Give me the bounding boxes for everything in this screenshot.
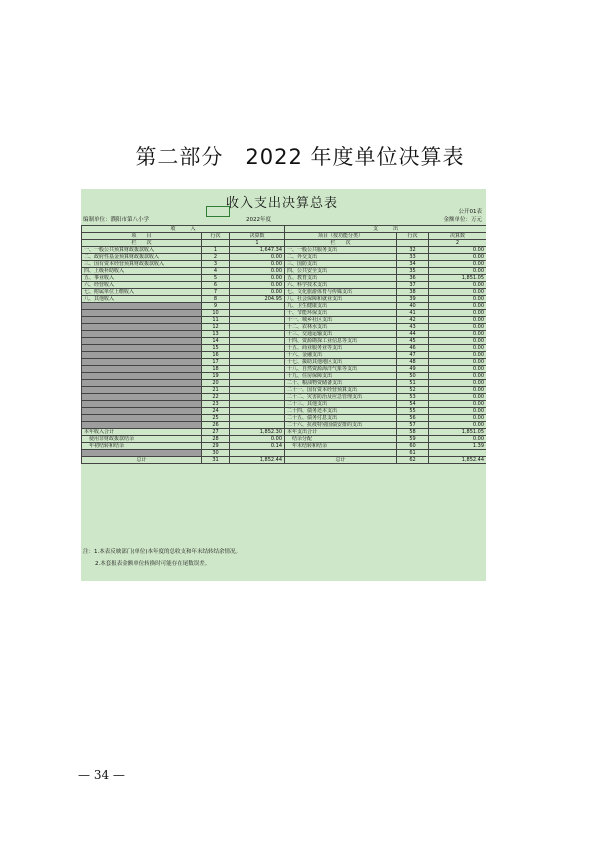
table-row xyxy=(82,394,487,401)
header-row-section xyxy=(82,226,487,233)
expense-item: 二十六、抗疫特别国债安排的支出 xyxy=(285,422,397,429)
income-amount: 0.00 xyxy=(230,268,285,275)
expense-row-no: 46 xyxy=(397,345,429,352)
income-item xyxy=(82,345,202,352)
income-row-no: 7 xyxy=(202,289,230,296)
expense-row-no: 43 xyxy=(397,324,429,331)
expense-item xyxy=(285,450,397,457)
income-row-no: 1 xyxy=(202,247,230,254)
table-row xyxy=(82,345,487,352)
col-amount: 决算数 xyxy=(230,233,285,240)
table-row xyxy=(82,422,487,429)
table-row xyxy=(82,366,487,373)
income-amount xyxy=(230,422,285,429)
expense-item: 二十一、国有资本经营预算支出 xyxy=(285,387,397,394)
income-item xyxy=(82,310,202,317)
income-amount xyxy=(230,401,285,408)
income-row-no: 19 xyxy=(202,373,230,380)
expense-amount: 0.00 xyxy=(429,331,486,338)
expense-amount: 0.00 xyxy=(429,310,486,317)
income-item xyxy=(82,352,202,359)
income-item xyxy=(82,338,202,345)
income-amount xyxy=(230,366,285,373)
income-amount xyxy=(230,408,285,415)
expense-row-no: 49 xyxy=(397,366,429,373)
expense-amount: 0.00 xyxy=(429,289,486,296)
income-row-no: 6 xyxy=(202,282,230,289)
table-row xyxy=(82,429,487,436)
income-item xyxy=(82,324,202,331)
expense-row-no: 34 xyxy=(397,261,429,268)
income-header: 收 入 xyxy=(82,226,285,233)
income-row-no: 10 xyxy=(202,310,230,317)
table-row xyxy=(82,415,487,422)
income-item xyxy=(82,380,202,387)
note-2: 2.本套报表金额单位转换时可能存在尾数误差。 xyxy=(95,561,211,567)
income-item: 五、事业收入 xyxy=(82,275,202,282)
income-amount xyxy=(230,324,285,331)
income-row-no: 2 xyxy=(202,254,230,261)
income-item: 使用非财政拨款结余 xyxy=(82,436,202,443)
expense-item: 十七、援助其他地区支出 xyxy=(285,359,397,366)
income-amount xyxy=(230,352,285,359)
income-row-no: 5 xyxy=(202,275,230,282)
income-amount: 0.00 xyxy=(230,261,285,268)
expense-row-no: 57 xyxy=(397,422,429,429)
income-row-no: 15 xyxy=(202,345,230,352)
income-item: 七、附属单位上缴收入 xyxy=(82,289,202,296)
unit-name: 编制单位：濮阳市第八小学 xyxy=(83,217,150,223)
income-amount: 0.00 xyxy=(230,282,285,289)
income-amount: 1,852.30 xyxy=(230,429,285,436)
expense-amount: 0.00 xyxy=(429,380,486,387)
expense-amount: 0.00 xyxy=(429,254,486,261)
expense-amount: 1,851.05 xyxy=(429,429,486,436)
expense-row-no: 62 xyxy=(397,457,429,464)
expense-amount: 0.00 xyxy=(429,324,486,331)
income-row-no: 18 xyxy=(202,366,230,373)
expense-row-no: 35 xyxy=(397,268,429,275)
expense-amount: 0.00 xyxy=(429,366,486,373)
col-row: 行次 xyxy=(202,233,230,240)
expense-row-no: 61 xyxy=(397,450,429,457)
table-row xyxy=(82,324,487,331)
fiscal-year: 2022年度 xyxy=(246,217,271,223)
expense-amount: 0.00 xyxy=(429,338,486,345)
table-row xyxy=(82,275,487,282)
expense-row-no: 37 xyxy=(397,282,429,289)
expense-amount: 0.00 xyxy=(429,268,486,275)
header-row-columns xyxy=(82,233,487,240)
expense-item: 十三、交通运输支出 xyxy=(285,331,397,338)
income-row-no: 21 xyxy=(202,387,230,394)
money-unit: 金额单位：万元 xyxy=(443,217,482,223)
expense-amount: 0.00 xyxy=(429,401,486,408)
expense-item: 七、文化旅游体育与传媒支出 xyxy=(285,289,397,296)
table-row xyxy=(82,443,487,450)
income-row-no: 25 xyxy=(202,415,230,422)
expense-amount: 0.00 xyxy=(429,436,486,443)
income-row-no: 30 xyxy=(202,450,230,457)
income-item: 六、经营收入 xyxy=(82,282,202,289)
expense-row-no: 48 xyxy=(397,359,429,366)
expense-item: 结余分配 xyxy=(285,436,397,443)
expense-header: 支 出 xyxy=(285,226,486,233)
expense-amount: 0.00 xyxy=(429,345,486,352)
table-row xyxy=(82,373,487,380)
income-item: 四、上级补助收入 xyxy=(82,268,202,275)
income-item: 一、一般公共预算财政拨款收入 xyxy=(82,247,202,254)
expense-item: 本年支出合计 xyxy=(285,429,397,436)
expense-amount: 0.00 xyxy=(429,373,486,380)
income-amount xyxy=(230,303,285,310)
expense-item: 二十三、其他支出 xyxy=(285,401,397,408)
income-row-no: 13 xyxy=(202,331,230,338)
expense-row-no: 44 xyxy=(397,331,429,338)
table-row xyxy=(82,289,487,296)
expense-item: 二十四、债务还本支出 xyxy=(285,408,397,415)
expense-row-no: 32 xyxy=(397,247,429,254)
income-amount xyxy=(230,415,285,422)
table-row xyxy=(82,450,487,457)
header-row-index xyxy=(82,240,487,247)
selected-cell[interactable] xyxy=(206,206,230,217)
income-item: 二、政府性基金预算财政拨款收入 xyxy=(82,254,202,261)
expense-item: 二十二、灾害防治及应急管理支出 xyxy=(285,394,397,401)
income-amount xyxy=(230,394,285,401)
form-number: 公开01表 xyxy=(458,209,482,215)
col-label-2: 栏 次 xyxy=(285,240,397,247)
expense-row-no: 52 xyxy=(397,387,429,394)
expense-amount: 0.00 xyxy=(429,422,486,429)
income-amount xyxy=(230,380,285,387)
income-row-no: 12 xyxy=(202,324,230,331)
income-row-no: 3 xyxy=(202,261,230,268)
income-item: 年初结转和结余 xyxy=(82,443,202,450)
expense-row-no: 38 xyxy=(397,289,429,296)
expense-amount: 0.00 xyxy=(429,394,486,401)
expense-row-no: 33 xyxy=(397,254,429,261)
col-index-2: 2 xyxy=(429,240,486,247)
expense-item: 二十五、债务付息支出 xyxy=(285,415,397,422)
page-number: — 34 — xyxy=(78,768,125,782)
income-row-no: 24 xyxy=(202,408,230,415)
expense-item: 五、教育支出 xyxy=(285,275,397,282)
expense-amount: 0.00 xyxy=(429,359,486,366)
income-item xyxy=(82,408,202,415)
expense-amount: 0.00 xyxy=(429,282,486,289)
budget-table xyxy=(81,225,486,464)
income-amount: 1,647.34 xyxy=(230,247,285,254)
table-row xyxy=(82,436,487,443)
expense-amount: 1,851.05 xyxy=(429,275,486,282)
table-row xyxy=(82,380,487,387)
sheet-title: 收入支出决算总表 xyxy=(226,196,339,211)
expense-item: 总计 xyxy=(285,457,397,464)
income-amount xyxy=(230,345,285,352)
expense-row-no: 58 xyxy=(397,429,429,436)
expense-row-no: 42 xyxy=(397,317,429,324)
expense-amount: 0.00 xyxy=(429,415,486,422)
income-amount xyxy=(230,317,285,324)
income-row-no: 8 xyxy=(202,296,230,303)
expense-item: 十、节能环保支出 xyxy=(285,310,397,317)
income-item xyxy=(82,317,202,324)
income-amount xyxy=(230,331,285,338)
income-row-no: 29 xyxy=(202,443,230,450)
expense-item: 十九、住房保障支出 xyxy=(285,373,397,380)
income-row-no: 4 xyxy=(202,268,230,275)
table-row xyxy=(82,408,487,415)
expense-row-no: 36 xyxy=(397,275,429,282)
expense-row-no: 45 xyxy=(397,338,429,345)
expense-item: 十八、自然资源海洋气象等支出 xyxy=(285,366,397,373)
col-row-2: 行次 xyxy=(397,233,429,240)
income-amount: 0.00 xyxy=(230,275,285,282)
table-row xyxy=(82,296,487,303)
expense-amount: 1.39 xyxy=(429,443,486,450)
table-row xyxy=(82,338,487,345)
expense-amount xyxy=(429,450,486,457)
table-row xyxy=(82,310,487,317)
income-item xyxy=(82,387,202,394)
expense-item: 四、公共安全支出 xyxy=(285,268,397,275)
expense-item: 九、卫生健康支出 xyxy=(285,303,397,310)
expense-row-no: 55 xyxy=(397,408,429,415)
income-amount: 0.00 xyxy=(230,289,285,296)
spreadsheet-area xyxy=(81,189,486,581)
expense-row-no: 56 xyxy=(397,415,429,422)
expense-amount: 0.00 xyxy=(429,352,486,359)
income-amount xyxy=(230,387,285,394)
expense-amount: 1,852.44 xyxy=(429,457,486,464)
expense-item: 十四、资源勘探工业信息等支出 xyxy=(285,338,397,345)
income-amount xyxy=(230,359,285,366)
table-row xyxy=(82,268,487,275)
expense-item: 十一、城乡社区支出 xyxy=(285,317,397,324)
expense-item: 二、外交支出 xyxy=(285,254,397,261)
income-item xyxy=(82,450,202,457)
income-item xyxy=(82,401,202,408)
col-index-1: 1 xyxy=(230,240,285,247)
income-amount xyxy=(230,310,285,317)
table-row xyxy=(82,261,487,268)
col-item: 项 目 xyxy=(82,233,202,240)
table-row xyxy=(82,359,487,366)
income-amount: 1,852.44 xyxy=(230,457,285,464)
table-row xyxy=(82,317,487,324)
expense-row-no: 39 xyxy=(397,296,429,303)
table-row xyxy=(82,401,487,408)
col-amount-2: 决算数 xyxy=(429,233,486,240)
income-amount: 0.14 xyxy=(230,443,285,450)
expense-amount: 0.00 xyxy=(429,387,486,394)
income-amount xyxy=(230,373,285,380)
income-amount xyxy=(230,450,285,457)
page-heading: 第二部分 2022 年度单位决算表 xyxy=(135,145,465,169)
income-item xyxy=(82,373,202,380)
income-row-no: 9 xyxy=(202,303,230,310)
income-item xyxy=(82,394,202,401)
income-amount xyxy=(230,338,285,345)
table-notes xyxy=(83,546,241,570)
income-item xyxy=(82,415,202,422)
income-item xyxy=(82,331,202,338)
income-row-no: 16 xyxy=(202,352,230,359)
table-row xyxy=(82,352,487,359)
income-row-no: 22 xyxy=(202,394,230,401)
table-row xyxy=(82,331,487,338)
expense-item: 六、科学技术支出 xyxy=(285,282,397,289)
income-item: 三、国有资本经营预算财政拨款收入 xyxy=(82,261,202,268)
income-amount: 0.00 xyxy=(230,436,285,443)
income-row-no: 20 xyxy=(202,380,230,387)
expense-amount: 0.00 xyxy=(429,408,486,415)
expense-row-no: 60 xyxy=(397,443,429,450)
expense-row-no: 47 xyxy=(397,352,429,359)
expense-item: 一、一般公共服务支出 xyxy=(285,247,397,254)
income-item xyxy=(82,366,202,373)
expense-amount: 0.00 xyxy=(429,261,486,268)
table-row xyxy=(82,282,487,289)
expense-row-no: 54 xyxy=(397,401,429,408)
col-label: 栏 次 xyxy=(82,240,202,247)
table-row xyxy=(82,457,487,464)
income-row-no: 27 xyxy=(202,429,230,436)
income-item: 总计 xyxy=(82,457,202,464)
income-item: 八、其他收入 xyxy=(82,296,202,303)
expense-row-no: 41 xyxy=(397,310,429,317)
income-row-no: 14 xyxy=(202,338,230,345)
table-row xyxy=(82,247,487,254)
expense-row-no: 50 xyxy=(397,373,429,380)
expense-amount: 0.00 xyxy=(429,247,486,254)
col-item-func: 项目（按功能分类） xyxy=(285,233,397,240)
income-row-no: 31 xyxy=(202,457,230,464)
income-row-no: 11 xyxy=(202,317,230,324)
income-amount: 0.00 xyxy=(230,254,285,261)
expense-item: 年末结转和结余 xyxy=(285,443,397,450)
income-row-no: 28 xyxy=(202,436,230,443)
expense-item: 三、国防支出 xyxy=(285,261,397,268)
note-1: 注：1.本表反映部门(单位)本年度的总收支和年末结转结余情况。 xyxy=(83,549,242,555)
expense-amount: 0.00 xyxy=(429,317,486,324)
income-item xyxy=(82,359,202,366)
income-item: 本年收入合计 xyxy=(82,429,202,436)
income-item xyxy=(82,422,202,429)
expense-row-no: 40 xyxy=(397,303,429,310)
income-item xyxy=(82,303,202,310)
table-row xyxy=(82,254,487,261)
expense-item: 十五、商业服务业等支出 xyxy=(285,345,397,352)
income-row-no: 23 xyxy=(202,401,230,408)
expense-row-no: 53 xyxy=(397,394,429,401)
expense-row-no: 59 xyxy=(397,436,429,443)
table-row xyxy=(82,387,487,394)
table-row xyxy=(82,303,487,310)
expense-item: 二十、粮油物资储备支出 xyxy=(285,380,397,387)
expense-item: 八、社会保障和就业支出 xyxy=(285,296,397,303)
expense-amount: 0.00 xyxy=(429,296,486,303)
income-row-no: 17 xyxy=(202,359,230,366)
expense-row-no: 51 xyxy=(397,380,429,387)
expense-amount: 0.00 xyxy=(429,303,486,310)
income-row-no: 26 xyxy=(202,422,230,429)
expense-item: 十六、金融支出 xyxy=(285,352,397,359)
expense-item: 十二、农林水支出 xyxy=(285,324,397,331)
income-amount: 204.95 xyxy=(230,296,285,303)
